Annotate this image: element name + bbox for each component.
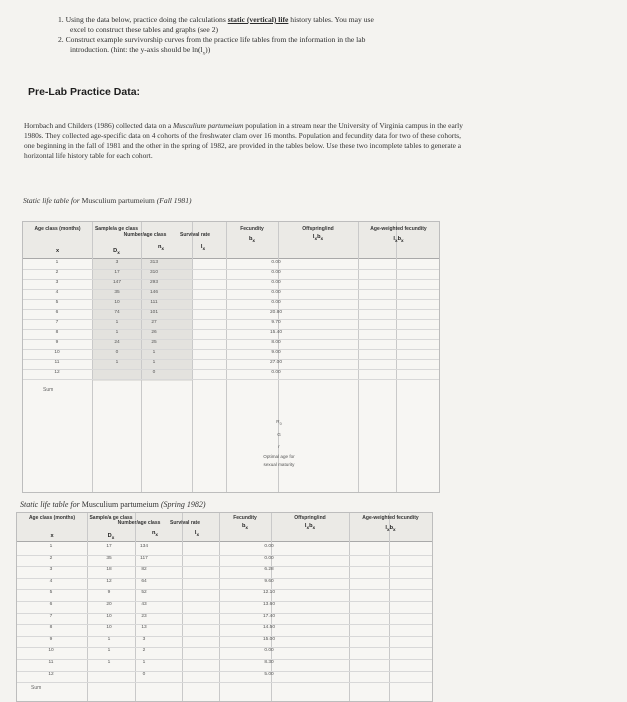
header-number: Number/age class bbox=[123, 232, 167, 238]
life-table-spring-1982 bbox=[16, 512, 433, 702]
cell-number: 146 bbox=[149, 290, 158, 295]
cell-number: 1 bbox=[152, 350, 156, 355]
cell-number: 13 bbox=[141, 625, 147, 631]
header-age-class: Age class (months) bbox=[28, 515, 76, 521]
cell-sample: 1 bbox=[107, 636, 111, 642]
summary-r0: $R_0$ bbox=[276, 419, 282, 426]
cell-age: 4 bbox=[55, 290, 59, 295]
symbol-xlxbx: $l_xb_x$ bbox=[385, 525, 396, 533]
summary-g: G bbox=[277, 432, 281, 437]
cell-age: 2 bbox=[49, 555, 53, 561]
cell-fecundity: 0.00 bbox=[271, 260, 281, 265]
cell-sample: 1 bbox=[115, 320, 119, 325]
cell-sample: 20 bbox=[106, 602, 112, 607]
header-sample: Sample/a ge class bbox=[94, 226, 139, 232]
cell-sample: 0 bbox=[115, 350, 119, 355]
row-divider bbox=[17, 659, 432, 660]
cell-sample: 18 bbox=[106, 567, 112, 573]
cell-number: 293 bbox=[149, 280, 158, 285]
cell-age: 8 bbox=[49, 625, 53, 631]
instruction-1-cont: excel to construct these tables and graphs (see 2) bbox=[70, 25, 219, 34]
cell-fecundity: 15.00 bbox=[262, 636, 275, 642]
row-divider bbox=[17, 578, 432, 579]
header-offspring: Offspring/ind bbox=[294, 515, 326, 521]
cell-sample: 1 bbox=[115, 330, 119, 335]
cell-age: 6 bbox=[55, 310, 59, 315]
cell-fecundity: 8.30 bbox=[264, 660, 274, 665]
row-divider bbox=[23, 369, 439, 370]
header-age-weighted: Age-weighted fecundity bbox=[362, 515, 419, 521]
cell-fecundity: 0.00 bbox=[264, 555, 274, 561]
summary-optimal: Optimal age for bbox=[263, 454, 295, 459]
cell-sample: 17 bbox=[114, 270, 120, 275]
cell-number: 134 bbox=[139, 544, 148, 549]
symbol-dx: $D_x$ bbox=[113, 248, 120, 256]
cell-fecundity: 8.00 bbox=[271, 340, 281, 345]
symbol-lxbx: $l_xb_x$ bbox=[312, 234, 324, 242]
symbol-lxbx: $l_xb_x$ bbox=[304, 523, 316, 531]
section-heading: Pre-Lab Practice Data: bbox=[28, 86, 141, 98]
cell-number: 310 bbox=[149, 270, 158, 275]
cell-fecundity: 0.00 bbox=[271, 280, 281, 285]
cell-sample: 74 bbox=[114, 310, 120, 315]
header-fecundity: Fecundity bbox=[233, 515, 257, 521]
instructions bbox=[58, 15, 478, 60]
summary-sexual: sexual maturity bbox=[263, 462, 295, 467]
cell-age: 9 bbox=[55, 340, 59, 345]
cell-age: 7 bbox=[49, 613, 53, 619]
cell-fecundity: 0.00 bbox=[271, 290, 281, 295]
row-divider bbox=[23, 269, 439, 270]
cell-number: 64 bbox=[141, 578, 147, 584]
row-divider bbox=[17, 589, 432, 590]
header-age-class: Age class (months) bbox=[34, 226, 81, 232]
cell-number: 43 bbox=[141, 602, 147, 607]
instruction-1: 1. Using the data below, practice doing the calculations static (vertical) life history tables. You may use bbox=[58, 15, 374, 24]
row-divider bbox=[17, 671, 432, 672]
cell-sample: 24 bbox=[114, 340, 120, 345]
cell-age: 5 bbox=[55, 300, 59, 305]
cell-fecundity: 27.00 bbox=[269, 360, 282, 365]
cell-sample: 147 bbox=[112, 280, 121, 285]
row-divider bbox=[23, 359, 439, 360]
cell-age: 5 bbox=[49, 590, 53, 596]
cell-age: 10 bbox=[48, 648, 54, 654]
cell-number: 0 bbox=[152, 370, 156, 375]
cell-age: 10 bbox=[54, 350, 60, 355]
cell-fecundity: 14.50 bbox=[262, 625, 275, 631]
symbol-nx: $n_x$ bbox=[151, 530, 158, 538]
cell-number: 23 bbox=[141, 613, 147, 619]
cell-age: 6 bbox=[49, 602, 53, 607]
cell-age: 4 bbox=[49, 578, 53, 584]
row-divider bbox=[17, 682, 432, 683]
cell-age: 11 bbox=[54, 360, 60, 365]
row-divider bbox=[23, 279, 439, 280]
cell-number: 3 bbox=[142, 636, 146, 642]
table2-caption: Static life table for Musculium partumeium (Spring 1982) bbox=[20, 500, 206, 509]
cell-sample: 1 bbox=[107, 660, 111, 665]
cell-age: 1 bbox=[49, 544, 53, 549]
symbol-lx: $l_x$ bbox=[194, 530, 200, 538]
cell-sample: 3 bbox=[115, 260, 119, 265]
header-fecundity: Fecundity bbox=[240, 226, 264, 232]
header-age-weighted: Age-weighted fecundity bbox=[370, 226, 427, 232]
symbol-x: x bbox=[55, 248, 60, 254]
cell-fecundity: 9.60 bbox=[264, 578, 274, 584]
cell-fecundity: 9.00 bbox=[271, 350, 281, 355]
row-divider bbox=[17, 636, 432, 637]
row-divider bbox=[23, 379, 439, 380]
cell-number: 2 bbox=[142, 648, 146, 654]
cell-number: 25 bbox=[151, 340, 157, 345]
cell-age: 7 bbox=[55, 320, 59, 325]
row-divider bbox=[23, 309, 439, 310]
table1-caption: Static life table for Musculium partumeium (Fall 1981) bbox=[23, 196, 192, 205]
symbol-lx: $l_x$ bbox=[200, 244, 206, 252]
row-divider bbox=[17, 647, 432, 648]
cell-fecundity: 9.70 bbox=[271, 320, 281, 325]
cell-sample: 9 bbox=[107, 590, 111, 596]
intro-paragraph: Hornbach and Childers (1986) collected data on a Musculium partumeium population in a stream near the University of Virginia campus in the early 1980s. They collected age-specific data on 4 cohorts of the freshwater clam over 16 months. Population and fecundity data for two of these cohorts, one beginning in the fall of 1981 and the other in the spring of 1982, are provided in the tables below. Use these two incomplete tables to generate a horizontal life history table for each cohort. bbox=[24, 121, 463, 160]
row-divider bbox=[23, 299, 439, 300]
cell-age: 9 bbox=[49, 636, 53, 642]
cell-number: 1 bbox=[152, 360, 156, 365]
row-divider bbox=[17, 613, 432, 614]
cell-fecundity: 5.00 bbox=[264, 671, 274, 677]
cell-fecundity: 0.00 bbox=[264, 648, 274, 654]
cell-age: 12 bbox=[54, 370, 60, 375]
header-survival: Survival rate bbox=[169, 520, 201, 526]
cell-number: 26 bbox=[151, 330, 157, 335]
cell-fecundity: 0.00 bbox=[271, 270, 281, 275]
cell-fecundity: 17.40 bbox=[262, 613, 275, 619]
cell-fecundity: 20.80 bbox=[269, 310, 282, 315]
life-table-fall-1981 bbox=[22, 221, 440, 493]
symbol-bx: $b_x$ bbox=[248, 236, 255, 244]
header-offspring: Offspring/ind bbox=[302, 226, 334, 232]
row-divider bbox=[23, 319, 439, 320]
cell-number: 82 bbox=[141, 567, 147, 573]
summary-r: r bbox=[278, 444, 280, 449]
cell-fecundity: 0.00 bbox=[264, 544, 274, 549]
cell-number: 313 bbox=[149, 260, 158, 265]
cell-fecundity: 13.60 bbox=[262, 602, 275, 607]
cell-age: 3 bbox=[55, 280, 59, 285]
cell-number: 101 bbox=[149, 310, 158, 315]
instruction-2: 2. Construct example survivorship curves from the practice life tables from the information in the lab bbox=[58, 35, 366, 44]
row-divider bbox=[23, 329, 439, 330]
cell-number: 1 bbox=[142, 660, 146, 665]
symbol-nx: $n_x$ bbox=[157, 244, 164, 252]
cell-age: 3 bbox=[49, 567, 53, 573]
cell-sample: 12 bbox=[106, 578, 112, 584]
cell-number: 117 bbox=[140, 555, 148, 561]
instruction-2-cont: introduction. (hint: the y-axis should be $\ln(l_x)$) bbox=[70, 45, 211, 57]
row-divider bbox=[23, 349, 439, 350]
cell-sample: 17 bbox=[106, 544, 112, 549]
row-divider bbox=[23, 339, 439, 340]
row-divider bbox=[17, 555, 432, 556]
row-divider bbox=[17, 624, 432, 625]
cell-age: 11 bbox=[48, 660, 54, 665]
cell-fecundity: 15.40 bbox=[269, 330, 282, 335]
cell-fecundity: 0.00 bbox=[271, 300, 281, 305]
cell-number: 27 bbox=[151, 320, 157, 325]
cell-sample: 1 bbox=[115, 360, 119, 365]
cell-number: 111 bbox=[150, 300, 158, 305]
cell-sample: 10 bbox=[106, 613, 112, 619]
sum-label: Sum bbox=[43, 387, 54, 393]
cell-number: 52 bbox=[141, 590, 147, 596]
cell-age: 2 bbox=[55, 270, 59, 275]
cell-sample: 10 bbox=[106, 625, 112, 631]
cell-sample: 10 bbox=[114, 300, 120, 305]
cell-age: 1 bbox=[55, 260, 59, 265]
sum-label: Sum bbox=[31, 685, 42, 691]
cell-fecundity: 6.28 bbox=[264, 567, 274, 573]
cell-sample: 35 bbox=[114, 290, 120, 295]
row-divider bbox=[23, 289, 439, 290]
cell-fecundity: 12.10 bbox=[262, 590, 275, 596]
cell-age: 12 bbox=[48, 671, 54, 677]
cell-number: 0 bbox=[142, 671, 146, 677]
symbol-x: x bbox=[50, 533, 54, 539]
symbol-xlxbx: $l_xb_x$ bbox=[393, 236, 404, 244]
header-number: Number/age class bbox=[117, 520, 161, 526]
cell-age: 8 bbox=[55, 330, 59, 335]
symbol-dx: $D_x$ bbox=[107, 533, 115, 541]
header-survival: Survival rate bbox=[179, 232, 211, 238]
symbol-bx: $b_x$ bbox=[241, 523, 248, 531]
row-divider bbox=[17, 601, 432, 602]
row-divider bbox=[17, 566, 432, 567]
cell-sample: 1 bbox=[107, 648, 111, 654]
cell-sample: 35 bbox=[106, 555, 112, 561]
cell-fecundity: 0.00 bbox=[271, 370, 281, 375]
header-sample: Sample/a ge class bbox=[89, 515, 133, 521]
